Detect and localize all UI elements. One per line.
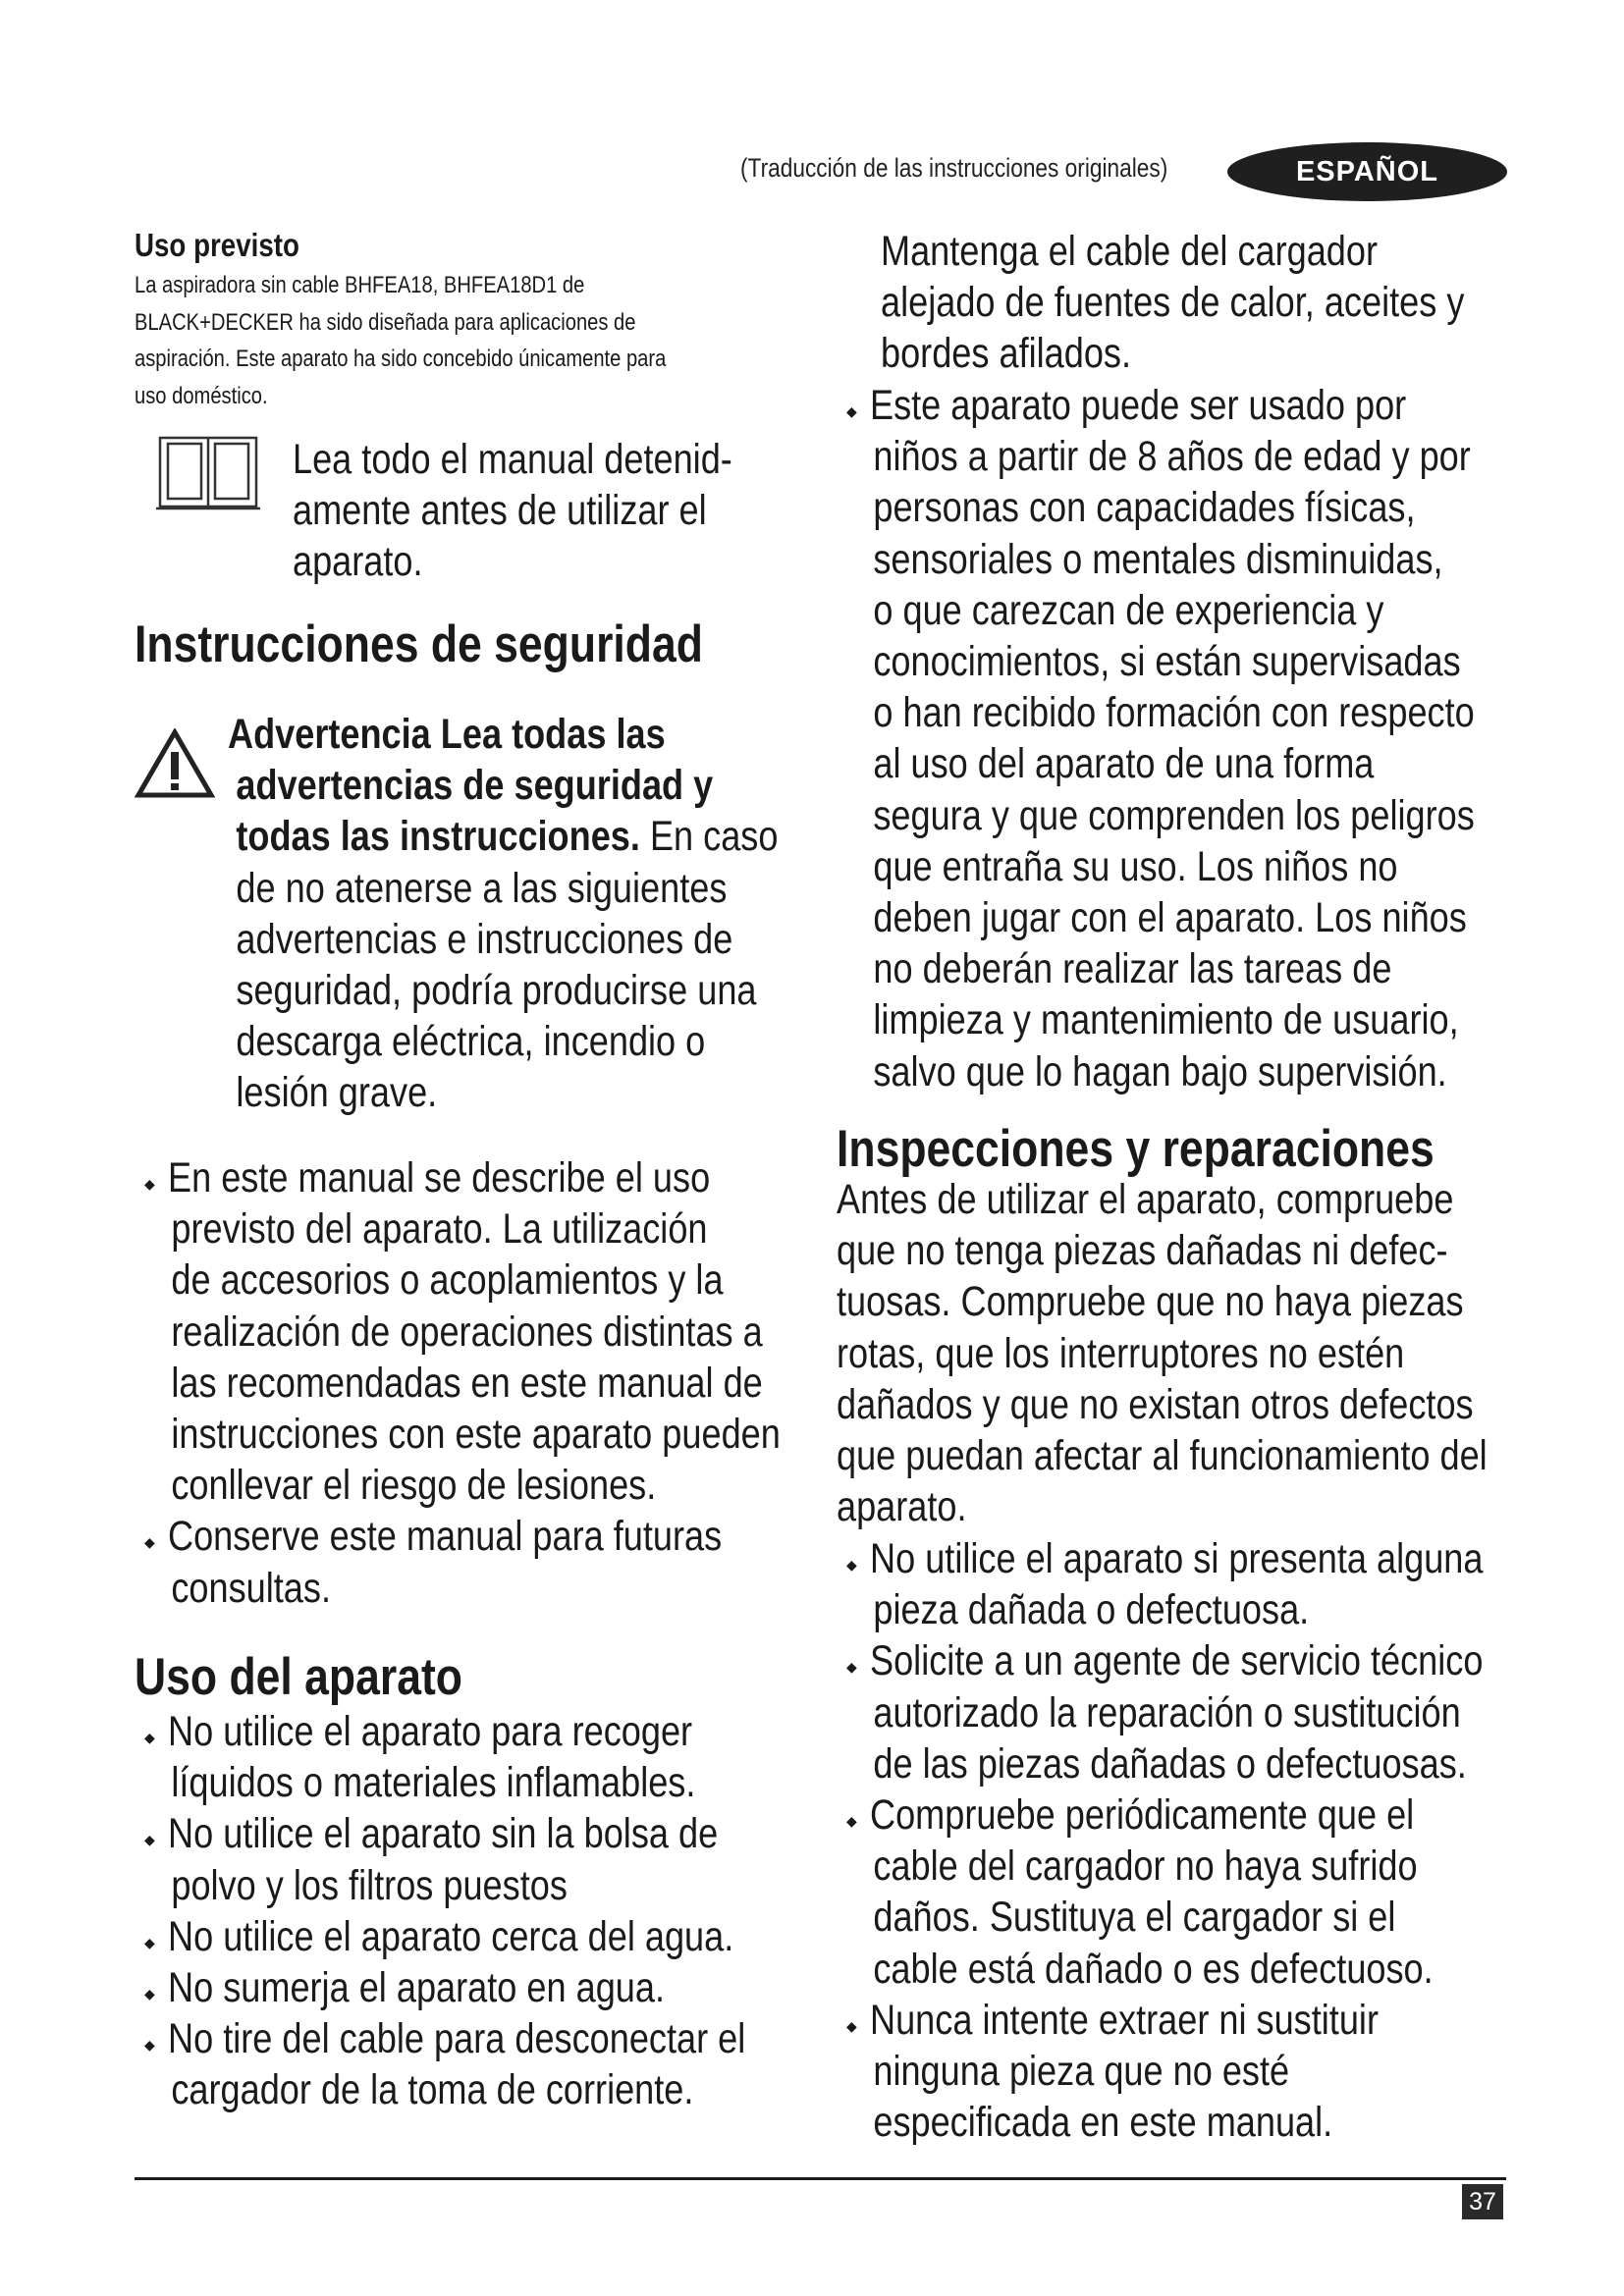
- bullet-line: sensoriales o mentales disminuidas,: [873, 535, 1443, 583]
- bullet-line: No tire del cable para desconectar el: [168, 2015, 746, 2063]
- bullet-item: [846, 1533, 1599, 1635]
- language-badge: ESPAÑOL: [1227, 142, 1507, 201]
- bullet-line: conllevar el riesgo de lesiones.: [171, 1462, 657, 1510]
- bullet-line: especificada en este manual.: [873, 2099, 1333, 2147]
- bullet-line: no deberán realizar las tareas de: [873, 945, 1392, 993]
- bullet-line: ninguna pieza que no esté: [873, 2047, 1290, 2095]
- usage-bullet-list: [144, 1706, 855, 2116]
- bullet-line: deben jugar con el aparato. Los niños: [873, 894, 1467, 942]
- bullet-item: [846, 1789, 1599, 1995]
- bullet-line: Compruebe periódicamente que el: [870, 1790, 1415, 1839]
- bullet-item: [846, 1995, 1599, 2149]
- text-line: Antes de utilizar el aparato, compruebe: [837, 1176, 1454, 1223]
- bullet-line: niños a partir de 8 años de edad y por: [873, 433, 1471, 481]
- bullet-diamond-icon: ◆: [846, 1659, 857, 1676]
- bullet-line: de accesorios o acoplamientos y la: [171, 1256, 724, 1305]
- bullet-line: que entraña su uso. Los niños no: [873, 842, 1398, 890]
- bullet-line: daños. Sustituya el cargador si el: [873, 1894, 1396, 1942]
- bullet-diamond-icon: ◆: [144, 1934, 155, 1950]
- intended-use-text: [135, 267, 767, 414]
- bullet-item: [144, 1706, 855, 1808]
- bullet-line: cargador de la toma de corriente.: [171, 2066, 694, 2114]
- text-line: dañados y que no existan otros defectos: [837, 1380, 1474, 1428]
- book-icon: [154, 434, 262, 517]
- bullet-line: o que carezcan de experiencia y: [873, 586, 1384, 634]
- bullet-diamond-icon: ◆: [846, 403, 857, 419]
- inspections-bullet-list: [846, 1533, 1599, 2148]
- text-line: Mantenga el cable del cargador: [881, 228, 1379, 275]
- safety-warning-text: Advertencia Lea todas las advertencias de seguridad y todas las instrucciones. En caso de no atenerse a las siguientes advertencias e instrucciones de seguridad, podría producirse una descarga eléctrica, incendio o lesión grave.: [228, 711, 779, 1117]
- bullet-line: líquidos o materiales inflamables.: [171, 1759, 696, 1807]
- bullet-line: conocimientos, si están supervisadas: [873, 638, 1461, 686]
- bullet-line: No sumerja el aparato en agua.: [168, 1963, 666, 2011]
- bullet-line: En este manual se describe el uso: [168, 1154, 711, 1201]
- inspections-heading: Inspecciones y reparaciones: [837, 1120, 1435, 1178]
- text-line: amente antes de utilizar el: [293, 487, 707, 535]
- bullet-item: [144, 1911, 855, 1962]
- bullet-line: de las piezas dañadas o defectuosas.: [873, 1739, 1467, 1788]
- bullet-line: No utilice el aparato si presenta alguna: [870, 1535, 1484, 1582]
- bullet-line: cable del cargador no haya sufrido: [873, 1842, 1418, 1891]
- bullet-line: al uso del aparato de una forma: [873, 740, 1375, 788]
- bullet-diamond-icon: ◆: [846, 1812, 857, 1829]
- intended-use-heading: Uso previsto: [135, 227, 299, 263]
- bullet-line: No utilice el aparato sin la bolsa de: [168, 1810, 719, 1858]
- bullet-item: [846, 1635, 1599, 1789]
- bullet-item: [144, 1511, 897, 1613]
- text-line: que puedan afectar al funcionamiento del: [837, 1432, 1488, 1480]
- bullet-item: [846, 380, 1590, 1097]
- inspections-intro-text: [837, 1174, 1611, 1532]
- text-line: rotas, que los interruptores no estén: [837, 1329, 1405, 1377]
- bullet-diamond-icon: ◆: [846, 1557, 857, 1573]
- text-line: uso doméstico.: [135, 382, 268, 409]
- text-line: Lea todo el manual detenid-: [293, 436, 732, 483]
- read-manual-text: [293, 434, 816, 588]
- bullet-line: Nunca intente extraer ni sustituir: [870, 1996, 1379, 2044]
- warning-triangle-icon: [135, 728, 215, 804]
- bullet-line: o han recibido formación con respecto: [873, 689, 1475, 737]
- safety-bullet-list: [144, 1152, 897, 1614]
- text-line: BLACK+DECKER ha sido diseñada para aplicaciones de: [135, 308, 636, 336]
- text-line: aparato.: [293, 538, 423, 586]
- bullet-line: realización de operaciones distintas a: [171, 1308, 763, 1356]
- bullet-line: consultas.: [171, 1564, 331, 1612]
- bullet-item: [144, 1808, 855, 1910]
- bullet-line: autorizado la reparación o sustitución: [873, 1688, 1461, 1736]
- bullet-line: segura y que comprenden los peligros: [873, 791, 1475, 839]
- text-line: aspiración. Este aparato ha sido concebido únicamente para: [135, 346, 667, 372]
- bullet-line: las recomendadas en este manual de: [171, 1359, 763, 1407]
- bullet-diamond-icon: ◆: [144, 1832, 155, 1848]
- bullet-line: pieza dañada o defectuosa.: [873, 1586, 1310, 1634]
- page-number: 37: [1462, 2184, 1503, 2219]
- bullet-item: [144, 2013, 855, 2115]
- bullet-line: No utilice el aparato para recoger: [168, 1708, 693, 1755]
- bullet-line: previsto del aparato. La utilización: [171, 1205, 708, 1254]
- safety-heading: Instrucciones de seguridad: [135, 615, 703, 673]
- children-bullet-list: [846, 380, 1590, 1097]
- text-line: alejado de fuentes de calor, aceites y: [881, 279, 1465, 327]
- usage-heading: Uso del aparato: [135, 1648, 462, 1706]
- bullet-diamond-icon: ◆: [144, 1534, 155, 1551]
- bullet-line: cable está dañado o es defectuoso.: [873, 1945, 1434, 1993]
- text-line: tuosas. Compruebe que no haya piezas: [837, 1278, 1464, 1326]
- bullet-line: instrucciones con este aparato pueden: [171, 1411, 781, 1459]
- bullet-diamond-icon: ◆: [144, 1730, 155, 1745]
- bullet-line: personas con capacidades físicas,: [873, 484, 1416, 532]
- text-line: bordes afilados.: [881, 330, 1132, 378]
- text-line: que no tenga piezas dañadas ni defec-: [837, 1227, 1448, 1275]
- bullet-line: No utilice el aparato cerca del agua.: [168, 1912, 734, 1960]
- bullet-line: polvo y los filtros puestos: [171, 1861, 568, 1909]
- bullet-line: Conserve este manual para futuras: [168, 1513, 723, 1561]
- bullet-line: salvo que lo hagan bajo supervisión.: [873, 1047, 1447, 1095]
- text-line: La aspiradora sin cable BHFEA18, BHFEA18D1 de: [135, 272, 585, 298]
- footer-rule: [135, 2177, 1506, 2180]
- text-line: aparato.: [837, 1483, 967, 1531]
- bullet-line: Este aparato puede ser usado por: [870, 382, 1407, 429]
- bullet-diamond-icon: ◆: [144, 2037, 155, 2054]
- bullet-diamond-icon: ◆: [846, 2017, 857, 2034]
- bullet-diamond-icon: ◆: [144, 1176, 155, 1192]
- bullet-line: Solicite a un agente de servicio técnico: [870, 1637, 1484, 1685]
- header-translation-note: (Traducción de las instrucciones originales): [740, 153, 1168, 183]
- bullet-item: [144, 1962, 855, 2013]
- cable-continued-text: [881, 226, 1576, 380]
- bullet-line: limpieza y mantenimiento de usuario,: [873, 996, 1459, 1044]
- bullet-diamond-icon: ◆: [144, 1985, 155, 2002]
- bullet-item: [144, 1152, 897, 1511]
